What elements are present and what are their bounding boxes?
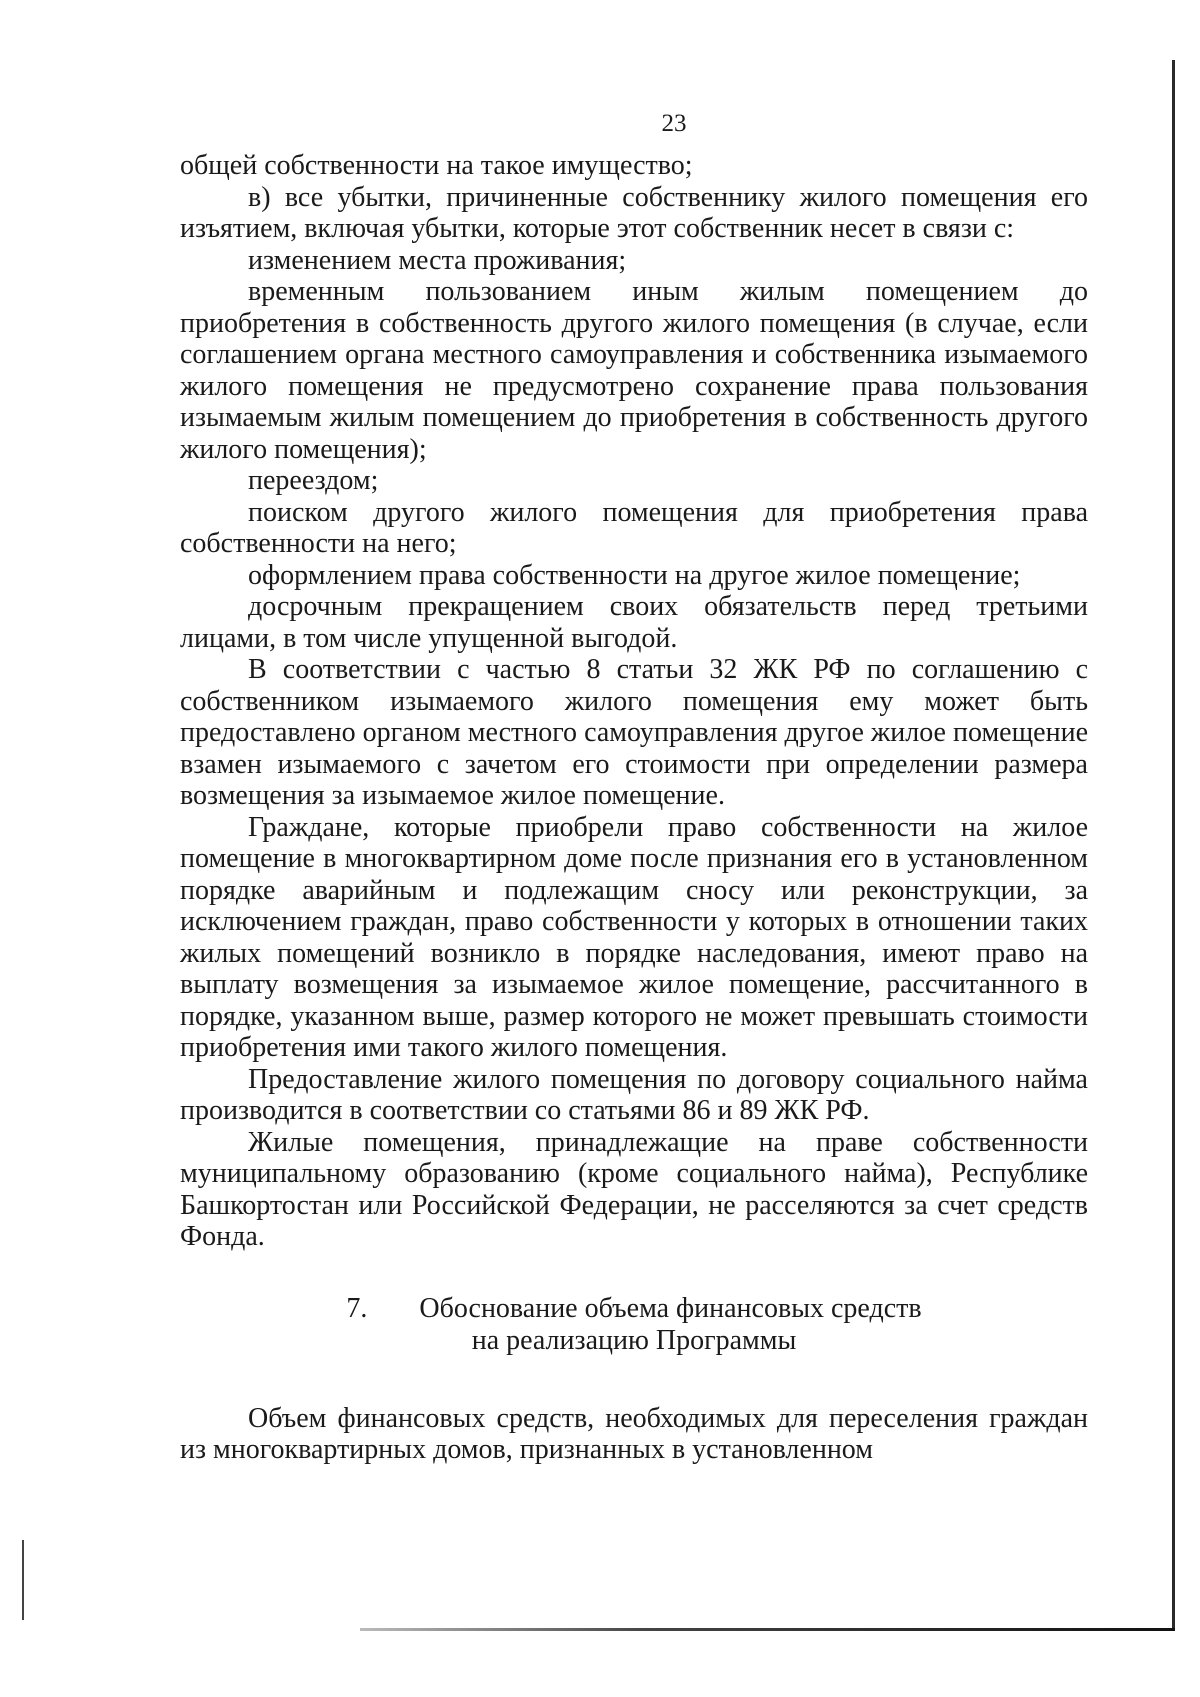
paragraph: общей собственности на такое имущество; bbox=[180, 150, 693, 181]
paragraph: в) все убытки, причиненные собственнику жилого помещения его изъятием, включая убытки, которые этот собственник несет в связи с: bbox=[180, 181, 1088, 244]
section-heading bbox=[180, 1293, 1088, 1357]
paragraph: изменением места проживания; bbox=[248, 244, 627, 276]
paragraph: временным пользованием иным жилым помещением до приобретения в собственность другого жилого помещения (в случае, если соглашением органа местного самоуправления и собственника изымаемого жилого помещения не предусмотрено сохранение права пользования изымаемым жилым помещением до приобретения в собственность другого жилого помещения); bbox=[180, 276, 1088, 465]
paragraph: Граждане, которые приобрели право собственности на жилое помещение в многоквартирном доме после признания его в установленном порядке аварийным и подлежащим сносу или реконструкции, за исключением граждан, право собственности у которых в отношении таких жилых помещений возникло в порядке наследования, имеют право на выплату возмещения за изымаемое жилое помещение, рассчитанного в порядке, указанном выше, размер которого не может превышать стоимости приобретения ими такого жилого помещения. bbox=[180, 811, 1088, 1063]
body-text bbox=[180, 150, 1088, 1253]
page-number: 23 bbox=[661, 110, 687, 137]
paragraph: переездом; bbox=[248, 465, 379, 496]
paragraph: Жилые помещения, принадлежащие на праве собственности муниципальному образованию (кроме социального найма), Республике Башкортостан или Российской Федерации, не расселяются за счет средств Фонда. bbox=[180, 1126, 1088, 1252]
closing-paragraph: Объем финансовых средств, необходимых для переселения граждан из многоквартирных домов, признанных в установленном bbox=[180, 1402, 1088, 1465]
paragraph: Предоставление жилого помещения по договору социального найма производится в соответствии со статьями 86 и 89 ЖК РФ. bbox=[180, 1063, 1088, 1126]
scan-edge-right bbox=[1172, 60, 1175, 1630]
section-title-line1: Обоснование объема финансовых средств bbox=[419, 1292, 922, 1324]
document-page bbox=[180, 110, 1088, 1466]
scan-edge-bottom bbox=[360, 1628, 1175, 1631]
paragraph: поиском другого жилого помещения для приобретения права собственности на него; bbox=[180, 496, 1088, 559]
paragraph: оформлением права собственности на другое жилое помещение; bbox=[248, 559, 1021, 591]
section-title-line2: на реализацию Программы bbox=[471, 1324, 797, 1356]
paragraph: досрочным прекращением своих обязательств перед третьими лицами, в том числе упущенной выгодой. bbox=[180, 591, 1088, 654]
section-heading-line1 bbox=[180, 1293, 1088, 1325]
section-number: 7. bbox=[346, 1292, 368, 1324]
scan-edge-left bbox=[22, 1540, 24, 1620]
paragraph: В соответствии с частью 8 статьи 32 ЖК РФ по соглашению с собственником изымаемого жилого помещения ему может быть предоставлено органом местного самоуправления другое жилое помещение взамен изымаемого с зачетом его стоимости при определении размера возмещения за изымаемое жилое помещение. bbox=[180, 654, 1088, 811]
